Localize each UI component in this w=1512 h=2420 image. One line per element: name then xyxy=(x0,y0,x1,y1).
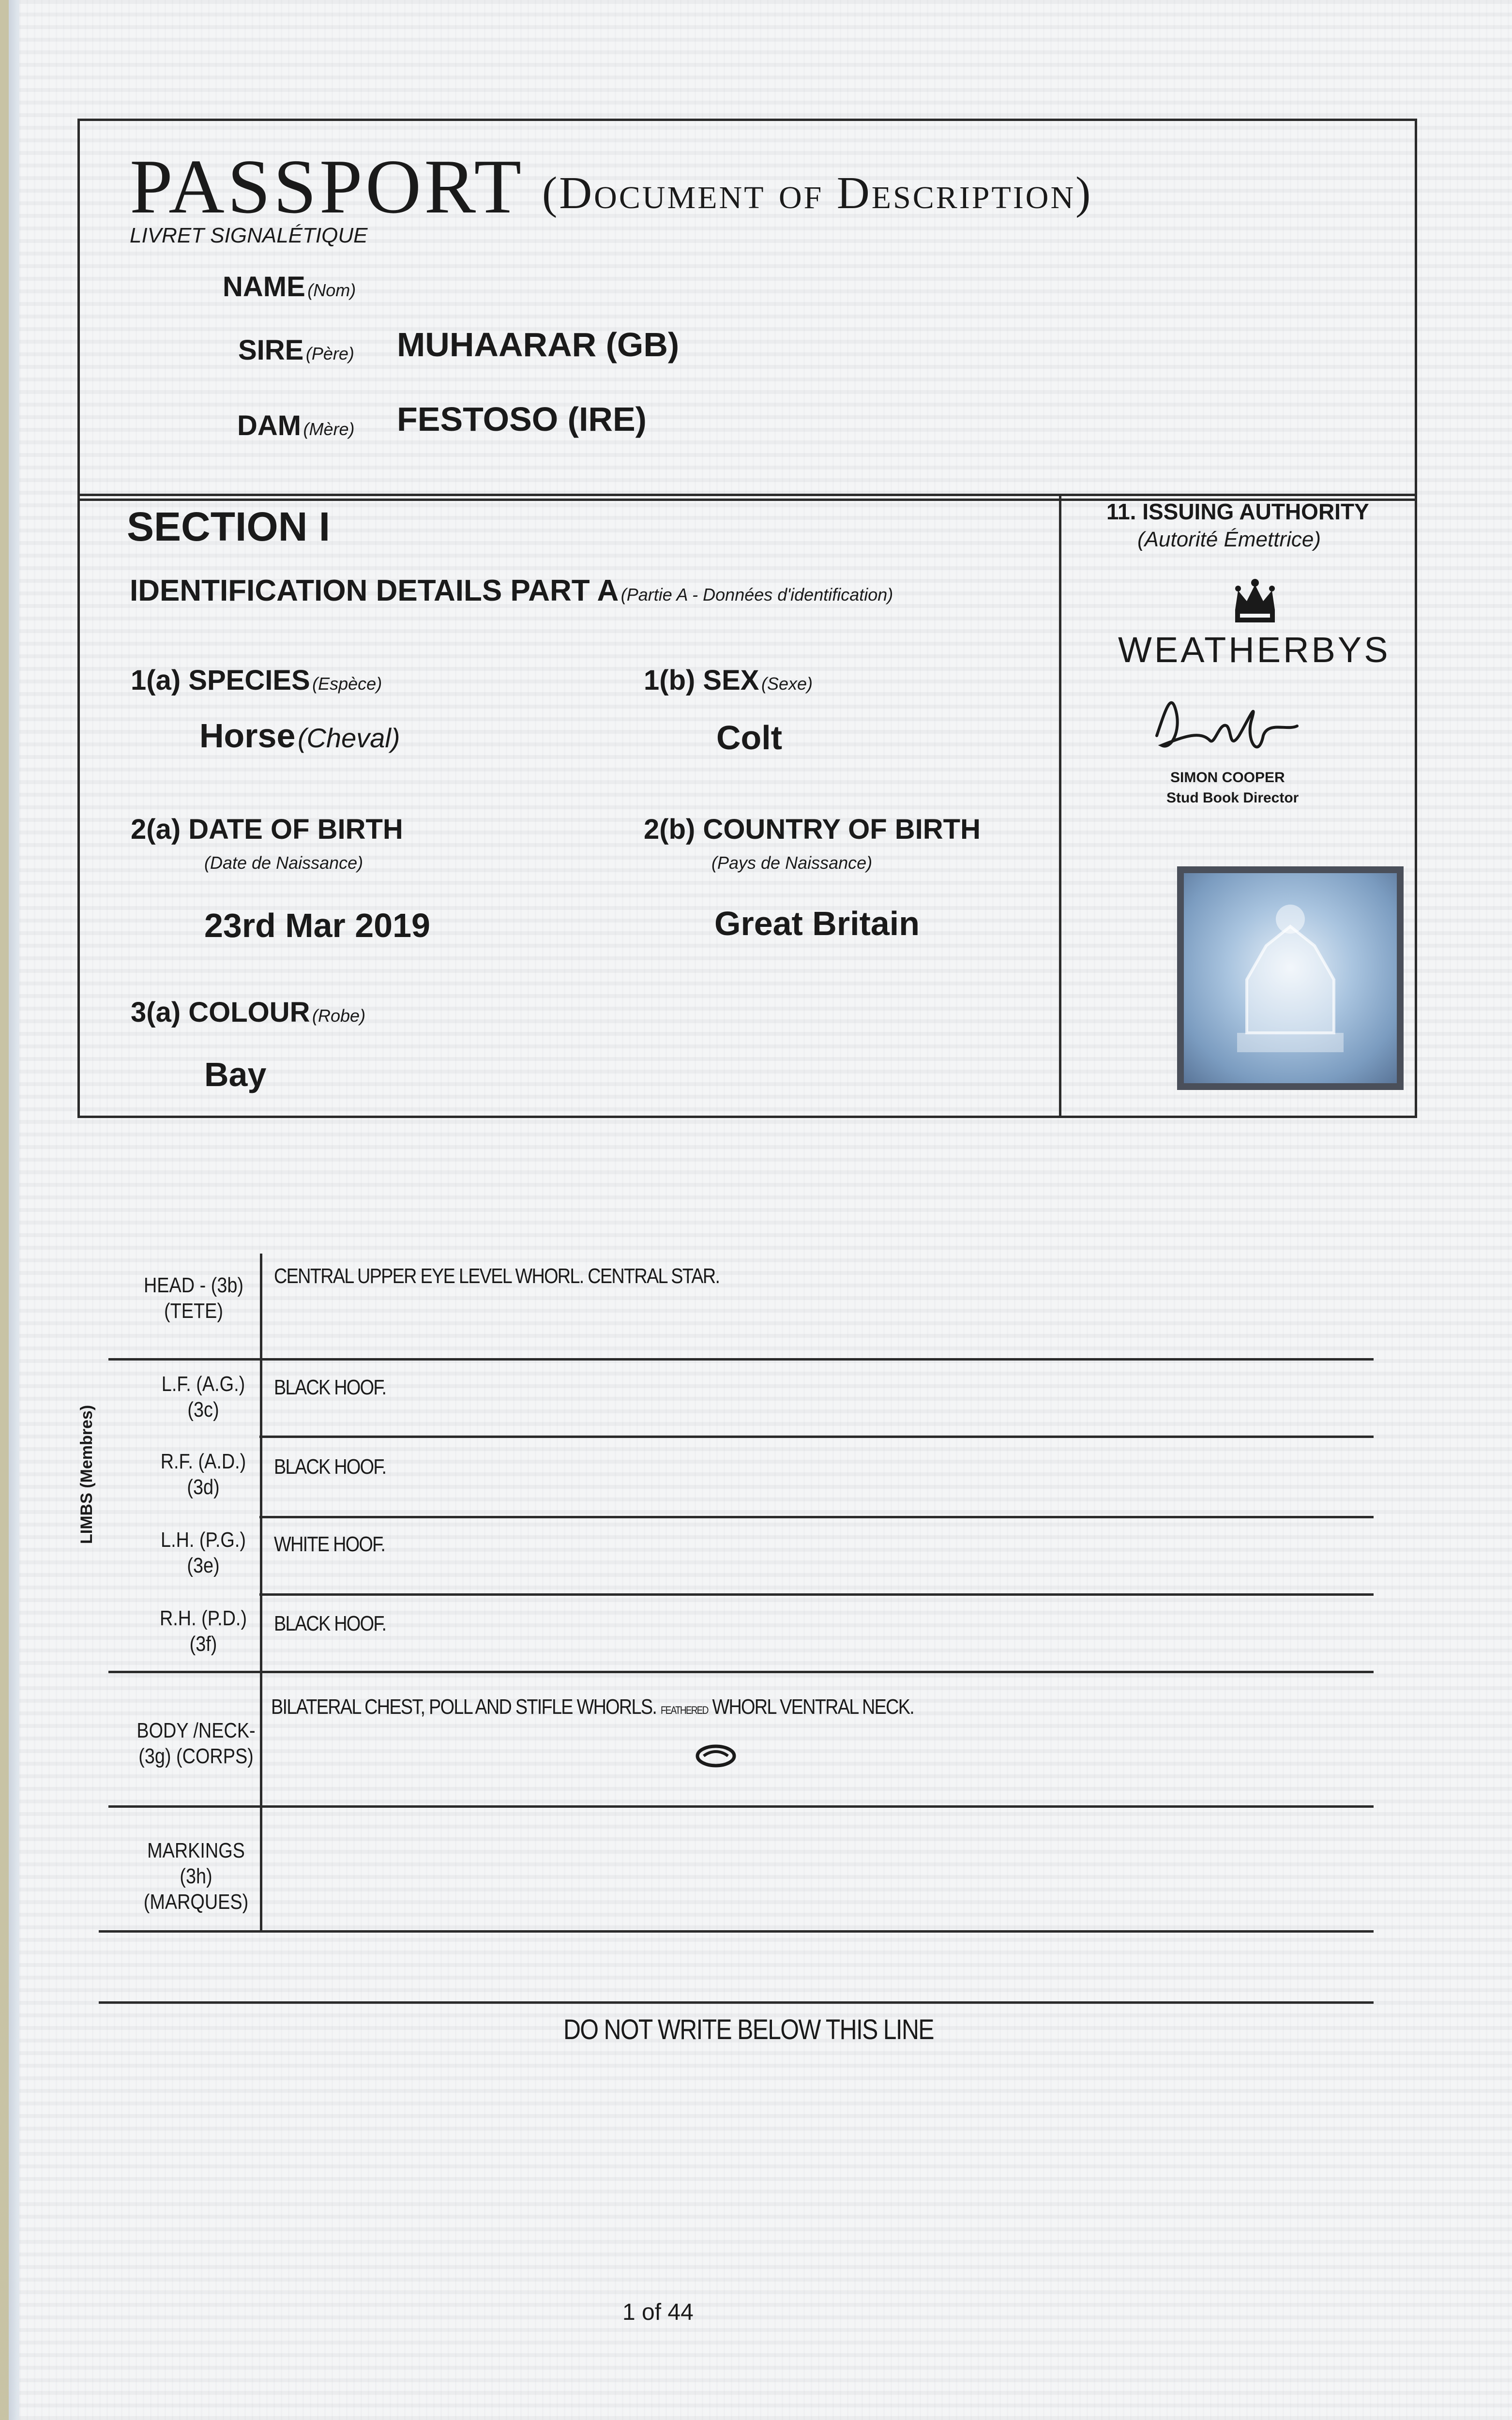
colour-label-fr: (Robe) xyxy=(312,1006,366,1026)
row-label-line1: L.H. (P.G.) xyxy=(161,1528,246,1552)
colour-label: 3(a) COLOUR xyxy=(131,997,310,1028)
table-vertical-rule xyxy=(260,1254,262,1931)
security-hologram xyxy=(1177,866,1404,1090)
part-title-fr: (Partie A - Données d'identification) xyxy=(620,585,893,605)
table-row-rf-label xyxy=(157,1449,249,1500)
passport-subtitle-fr: LIVRET SIGNALÉTIQUE xyxy=(130,224,368,247)
row-label-line1: R.F. (A.D.) xyxy=(160,1450,246,1473)
rh-description: BLACK HOOF. xyxy=(274,1612,386,1635)
species-field xyxy=(131,664,382,696)
sex-label-fr: (Sexe) xyxy=(761,674,813,694)
body-description-small: FEATHERED xyxy=(660,1704,708,1716)
sex-value: Colt xyxy=(716,719,783,756)
body-description xyxy=(271,1695,914,1719)
colour-value: Bay xyxy=(204,1056,267,1093)
row-label-line1: R.H. (P.D.) xyxy=(159,1606,247,1630)
species-value-group xyxy=(199,716,400,755)
colour-field xyxy=(131,996,365,1028)
cob-label: 2(b) COUNTRY OF BIRTH xyxy=(644,814,981,845)
table-row-body-label xyxy=(136,1718,256,1770)
name-label: NAME xyxy=(223,271,305,302)
table-rule-4 xyxy=(259,1593,1374,1596)
body-description-main: BILATERAL CHEST, POLL AND STIFLE WHORLS. xyxy=(271,1695,657,1719)
species-value: Horse xyxy=(199,717,296,755)
species-label-fr: (Espèce) xyxy=(312,674,382,694)
dob-label-fr: (Date de Naissance) xyxy=(204,853,363,873)
weatherbys-logo: WEATHERBYS xyxy=(1118,630,1391,670)
sire-label: SIRE xyxy=(238,334,304,366)
row-label-line2: (3g) (CORPS) xyxy=(138,1744,254,1768)
section-title: SECTION I xyxy=(127,504,331,549)
signature-image xyxy=(1142,678,1302,774)
whorl-symbol-icon xyxy=(694,1742,738,1770)
row-label-line2: (3e) xyxy=(187,1553,220,1577)
sire-field xyxy=(238,334,354,366)
dob-value: 23rd Mar 2019 xyxy=(204,907,430,944)
cob-label-fr: (Pays de Naissance) xyxy=(711,853,873,873)
rf-description: BLACK HOOF. xyxy=(274,1455,386,1479)
table-rule-3 xyxy=(259,1516,1374,1518)
passport-subtitle: (Document of Description) xyxy=(542,168,1093,218)
head-description: CENTRAL UPPER EYE LEVEL WHORL. CENTRAL STAR. xyxy=(274,1264,720,1288)
row-label-line2: (3d) xyxy=(187,1475,220,1499)
authority-label-fr: (Autorité Émettrice) xyxy=(1137,528,1321,551)
cob-value: Great Britain xyxy=(714,905,920,942)
footer-instruction: DO NOT WRITE BELOW THIS LINE xyxy=(563,2014,934,2045)
row-label-line1: L.F. (A.G.) xyxy=(161,1372,245,1396)
name-field xyxy=(223,265,356,304)
row-label-line1: MARKINGS (3h) xyxy=(147,1839,245,1888)
sire-label-fr: (Père) xyxy=(305,344,354,363)
table-row-lf-label xyxy=(157,1372,249,1423)
table-row-markings-label xyxy=(136,1838,256,1915)
part-title-text: IDENTIFICATION DETAILS PART A xyxy=(130,574,619,607)
book-edge xyxy=(0,0,9,2420)
row-label-line2: (3f) xyxy=(189,1632,217,1656)
name-label-fr: (Nom) xyxy=(307,280,356,300)
table-row-rh-label xyxy=(157,1606,249,1657)
body-description-tail: WHORL VENTRAL NECK. xyxy=(712,1695,914,1719)
dam-value: FESTOSO (IRE) xyxy=(397,400,647,438)
part-title xyxy=(130,574,893,608)
table-rule-7 xyxy=(99,1930,1374,1933)
limbs-label: LIMBS (Membres) xyxy=(77,1405,96,1544)
signatory-name: SIMON COOPER xyxy=(1170,770,1285,786)
passport-page xyxy=(19,0,1512,2420)
dam-label: DAM xyxy=(237,410,302,441)
page-number: 1 of 44 xyxy=(622,2299,694,2325)
dam-field xyxy=(237,409,355,442)
table-rule-5 xyxy=(108,1671,1374,1673)
row-label-line1: HEAD - (3b) xyxy=(143,1273,244,1297)
row-label-line2: (MARQUES) xyxy=(143,1890,249,1914)
sire-value: MUHAARAR (GB) xyxy=(397,326,680,363)
section-divider xyxy=(1059,494,1061,1118)
table-row-lh-label xyxy=(157,1528,249,1579)
row-label-line1: BODY /NECK- xyxy=(136,1719,256,1742)
species-label: 1(a) SPECIES xyxy=(131,665,310,696)
signatory-title: Stud Book Director xyxy=(1166,790,1299,806)
row-label-line2: (3c) xyxy=(187,1397,219,1422)
sex-label: 1(b) SEX xyxy=(644,665,759,696)
species-value-fr: (Cheval) xyxy=(297,723,400,753)
dob-label: 2(a) DATE OF BIRTH xyxy=(131,814,403,845)
passport-title: PASSPORT xyxy=(130,143,525,229)
authority-label: 11. ISSUING AUTHORITY xyxy=(1106,499,1369,524)
table-rule-1 xyxy=(108,1358,1374,1361)
row-label-line2: (TETE) xyxy=(164,1299,223,1323)
dam-label-fr: (Mère) xyxy=(303,419,355,439)
lf-description: BLACK HOOF. xyxy=(274,1376,386,1399)
table-rule-2 xyxy=(259,1436,1374,1438)
lh-description: WHITE HOOF. xyxy=(274,1532,385,1556)
write-line xyxy=(99,2001,1374,2004)
crown-logo-icon xyxy=(1228,576,1282,629)
table-rule-6 xyxy=(108,1805,1374,1808)
table-row-head-label xyxy=(144,1273,243,1324)
sex-field xyxy=(644,664,813,696)
